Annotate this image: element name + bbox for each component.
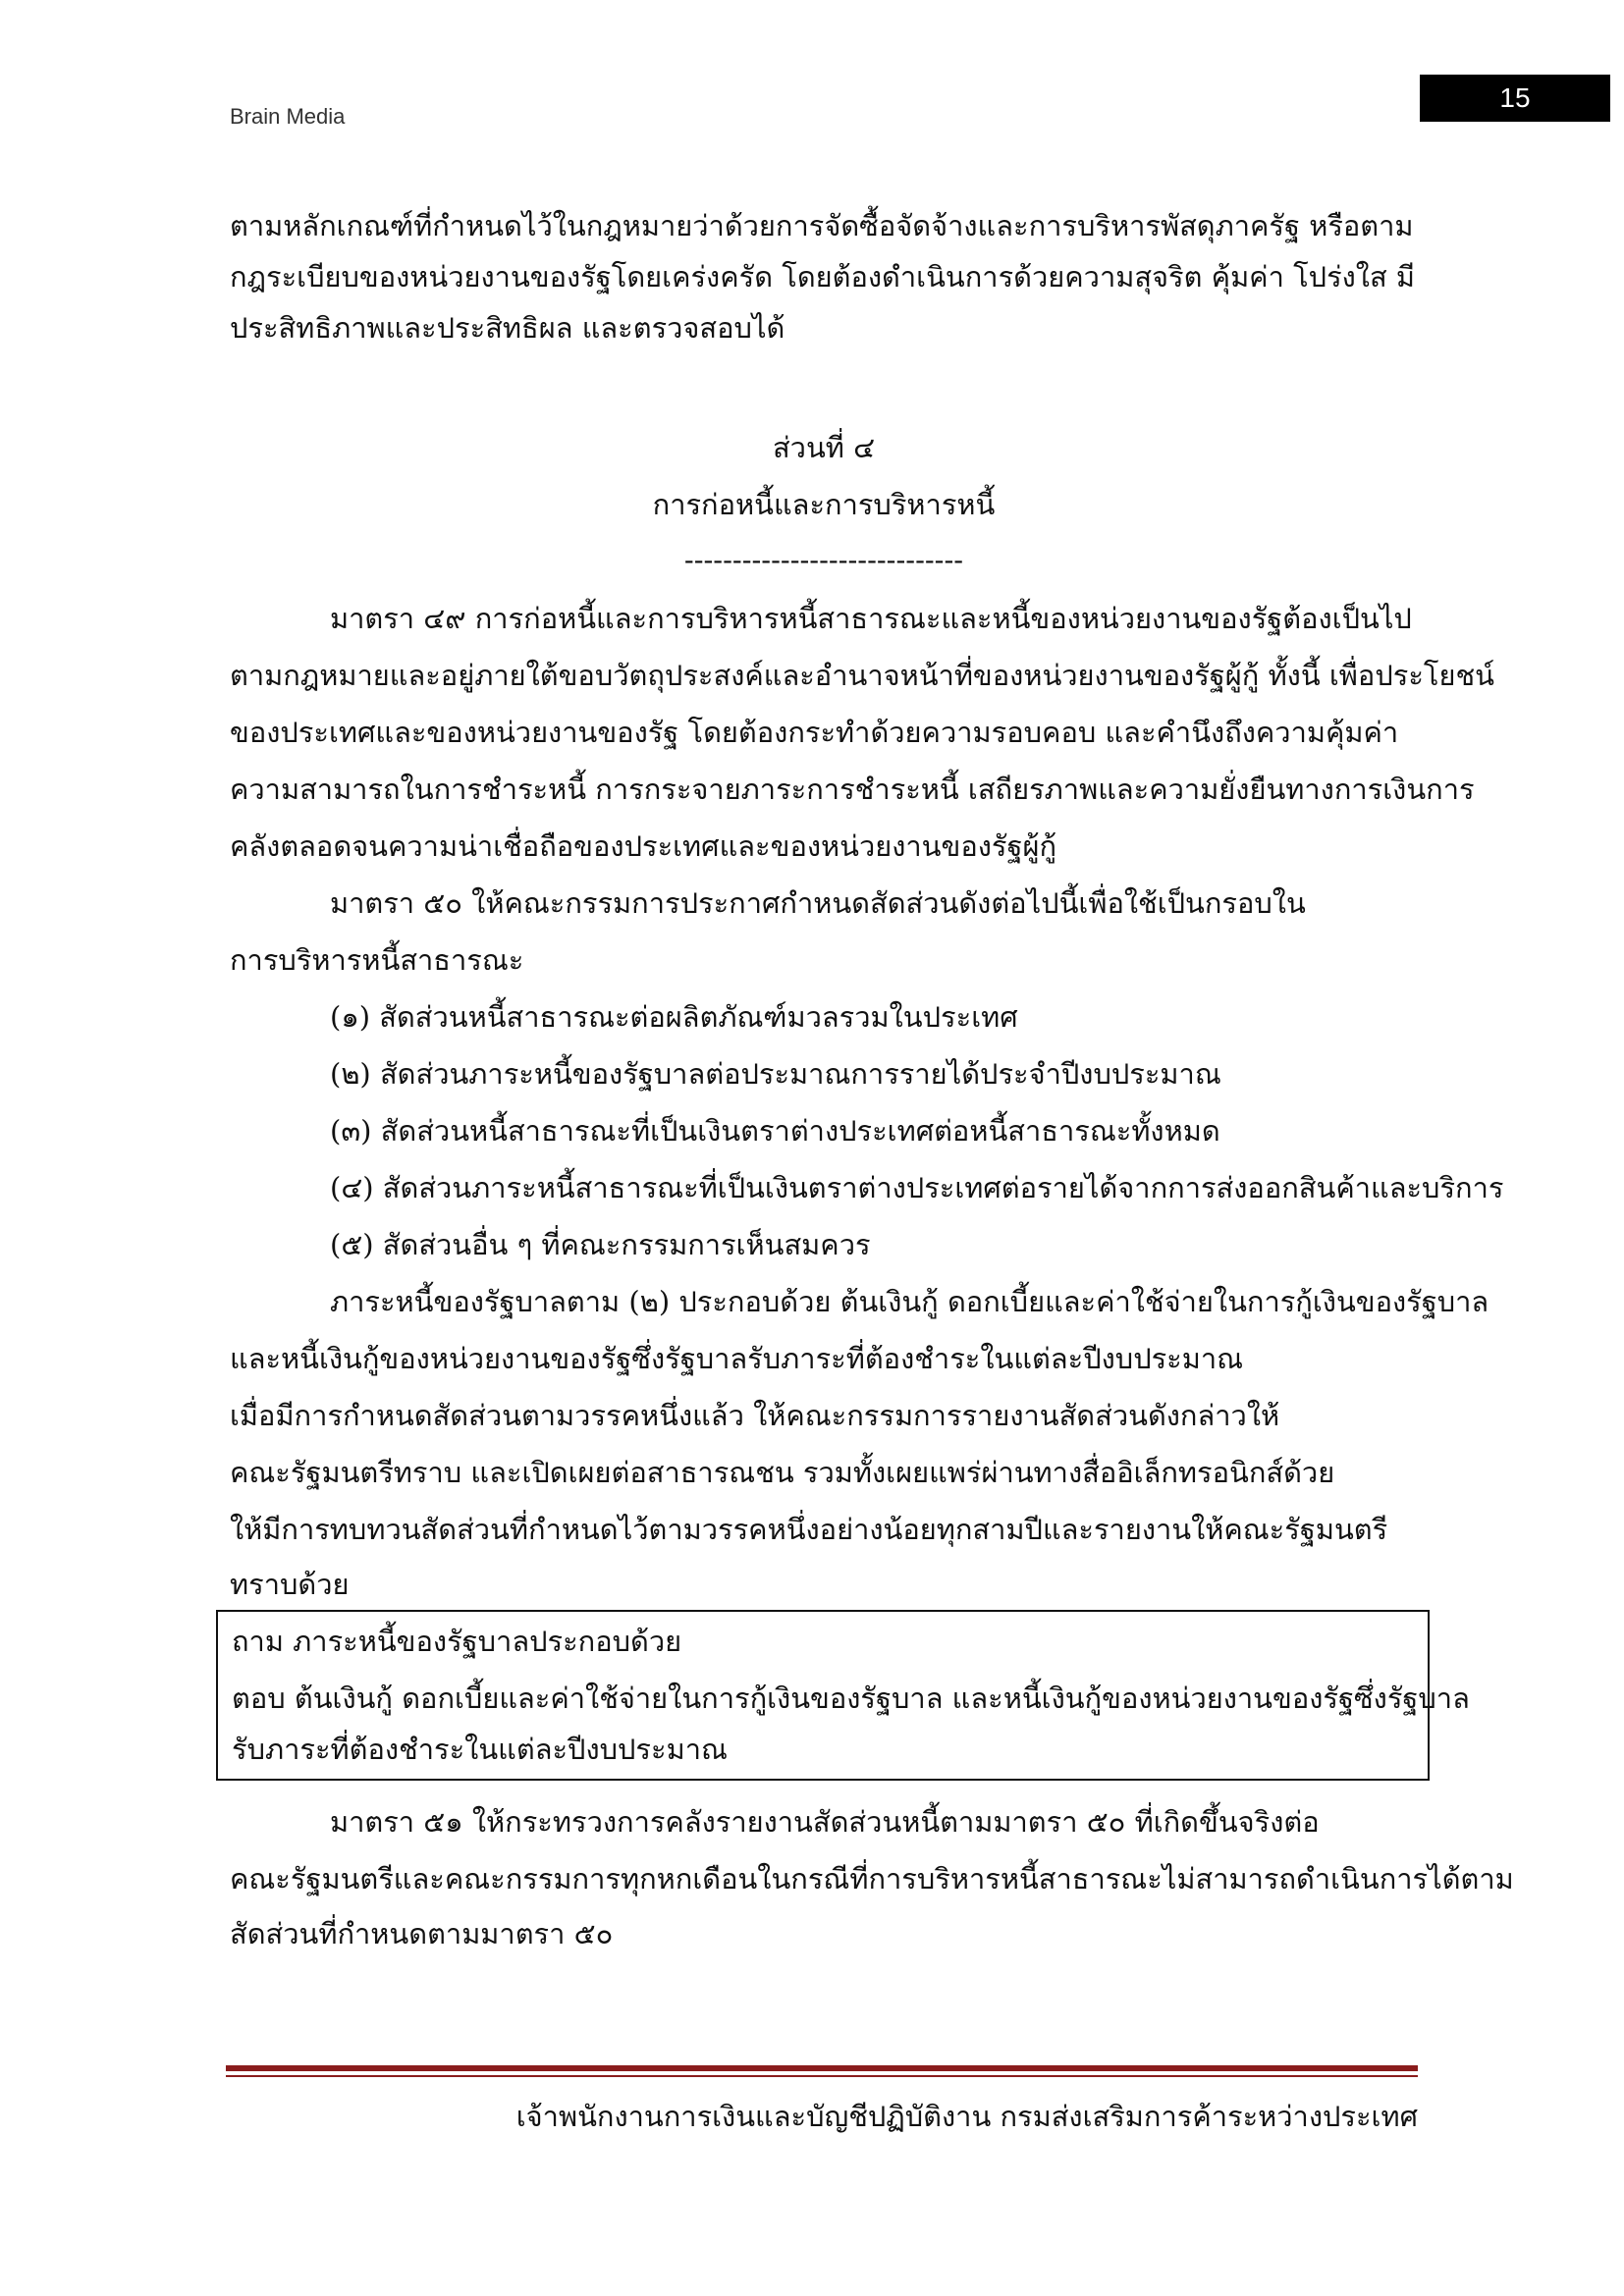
list-item: (๒) สัดส่วนภาระหนี้ของรัฐบาลต่อประมาณการรายได้ประจำปีงบประมาณ	[330, 1057, 1221, 1091]
qa-box	[216, 1610, 1470, 1781]
body-line: ทราบด้วย	[230, 1568, 350, 1601]
footer-rule	[226, 2065, 1418, 2071]
body-line: ตามกฎหมายและอยู่ภายใต้ขอบวัตถุประสงค์และอำนาจหน้าที่ของหน่วยงานของรัฐผู้กู้ ทั้งนี้ เพื่อประโยชน์	[230, 659, 1494, 692]
list-item: (๔) สัดส่วนภาระหนี้สาธารณะที่เป็นเงินตราต่างประเทศต่อรายได้จากการส่งออกสินค้าและบริการ	[330, 1171, 1504, 1204]
body-line: คลังตลอดจนความน่าเชื่อถือของประเทศและของหน่วยงานของรัฐผู้กู้	[230, 829, 1057, 863]
intro-line: ตามหลักเกณฑ์ที่กำหนดไว้ในกฎหมายว่าด้วยการจัดซื้อจัดจ้างและการบริหารพัสดุภาครัฐ หรือตาม	[230, 209, 1414, 242]
body-line: มาตรา ๔๙ การก่อหนี้และการบริหารหนี้สาธารณะและหนี้ของหน่วยงานของรัฐต้องเป็นไป	[330, 602, 1412, 635]
body-line: มาตรา ๕๐ ให้คณะกรรมการประกาศกำหนดสัดส่วนดังต่อไปนี้เพื่อใช้เป็นกรอบใน	[330, 886, 1306, 920]
section-title: การก่อหนี้และการบริหารหนี้	[652, 488, 996, 521]
footer-text: เจ้าพนักงานการเงินและบัญชีปฏิบัติงาน กรมส่งเสริมการค้าระหว่างประเทศ	[515, 2100, 1418, 2133]
page-number-badge	[1420, 75, 1610, 122]
body-line: ความสามารถในการชำระหนี้ การกระจายภาระการชำระหนี้ เสถียรภาพและความยั่งยืนทางการเงินการ	[230, 773, 1475, 806]
body-line: การบริหารหนี้สาธารณะ	[230, 943, 524, 977]
body-line: เมื่อมีการกำหนดสัดส่วนตามวรรคหนึ่งแล้ว ให้คณะกรรมการรายงานสัดส่วนดังกล่าวให้	[230, 1399, 1280, 1432]
qa-answer: ตอบ ต้นเงินกู้ ดอกเบี้ยและค่าใช้จ่ายในการกู้เงินของรัฐบาล และหนี้เงินกู้ของหน่วยงานของรัฐซึ่งรัฐบาล	[232, 1682, 1470, 1715]
body-line: และหนี้เงินกู้ของหน่วยงานของรัฐซึ่งรัฐบาลรับภาระที่ต้องชำระในแต่ละปีงบประมาณ	[230, 1342, 1244, 1375]
qa-answer: รับภาระที่ต้องชำระในแต่ละปีงบประมาณ	[232, 1733, 728, 1766]
body-line: คณะรัฐมนตรีและคณะกรรมการทุกหกเดือนในกรณีที่การบริหารหนี้สาธารณะไม่สามารถดำเนินการได้ตาม	[230, 1862, 1514, 1896]
intro-line: กฎระเบียบของหน่วยงานของรัฐโดยเคร่งครัด โดยต้องดำเนินการด้วยความสุจริต คุ้มค่า โปร่งใส มี	[230, 260, 1415, 294]
page-number: 15	[1499, 82, 1531, 113]
section-number: ส่วนที่ ๔	[772, 431, 876, 464]
body-line: มาตรา ๕๑ ให้กระทรวงการคลังรายงานสัดส่วนหนี้ตามมาตรา ๕๐ ที่เกิดขึ้นจริงต่อ	[330, 1805, 1320, 1839]
body-line: ของประเทศและของหน่วยงานของรัฐ โดยต้องกระทำด้วยความรอบคอบ และคำนึงถึงความคุ้มค่า	[230, 716, 1399, 749]
section-divider: -----------------------------	[683, 543, 964, 576]
list-item: (๕) สัดส่วนอื่น ๆ ที่คณะกรรมการเห็นสมควร	[330, 1228, 871, 1261]
list-item: (๑) สัดส่วนหนี้สาธารณะต่อผลิตภัณฑ์มวลรวมในประเทศ	[330, 1000, 1018, 1034]
body-line: ภาระหนี้ของรัฐบาลตาม (๒) ประกอบด้วย ต้นเงินกู้ ดอกเบี้ยและค่าใช้จ่ายในการกู้เงินของรัฐบาล	[330, 1285, 1489, 1318]
list-item: (๓) สัดส่วนหนี้สาธารณะที่เป็นเงินตราต่างประเทศต่อหนี้สาธารณะทั้งหมด	[330, 1114, 1220, 1148]
body-line: ให้มีการทบทวนสัดส่วนที่กำหนดไว้ตามวรรคหนึ่งอย่างน้อยทุกสามปีและรายงานให้คณะรัฐมนตรี	[230, 1513, 1388, 1546]
body-line: คณะรัฐมนตรีทราบ และเปิดเผยต่อสาธารณชน รวมทั้งเผยแพร่ผ่านทางสื่ออิเล็กทรอนิกส์ด้วย	[230, 1456, 1335, 1489]
body-line: สัดส่วนที่กำหนดตามมาตรา ๕๐	[230, 1917, 614, 1950]
footer-rule	[226, 2075, 1418, 2077]
brand-label: Brain Media	[230, 104, 346, 129]
intro-line: ประสิทธิภาพและประสิทธิผล และตรวจสอบได้	[230, 311, 785, 345]
qa-question: ถาม ภาระหนี้ของรัฐบาลประกอบด้วย	[232, 1625, 682, 1658]
